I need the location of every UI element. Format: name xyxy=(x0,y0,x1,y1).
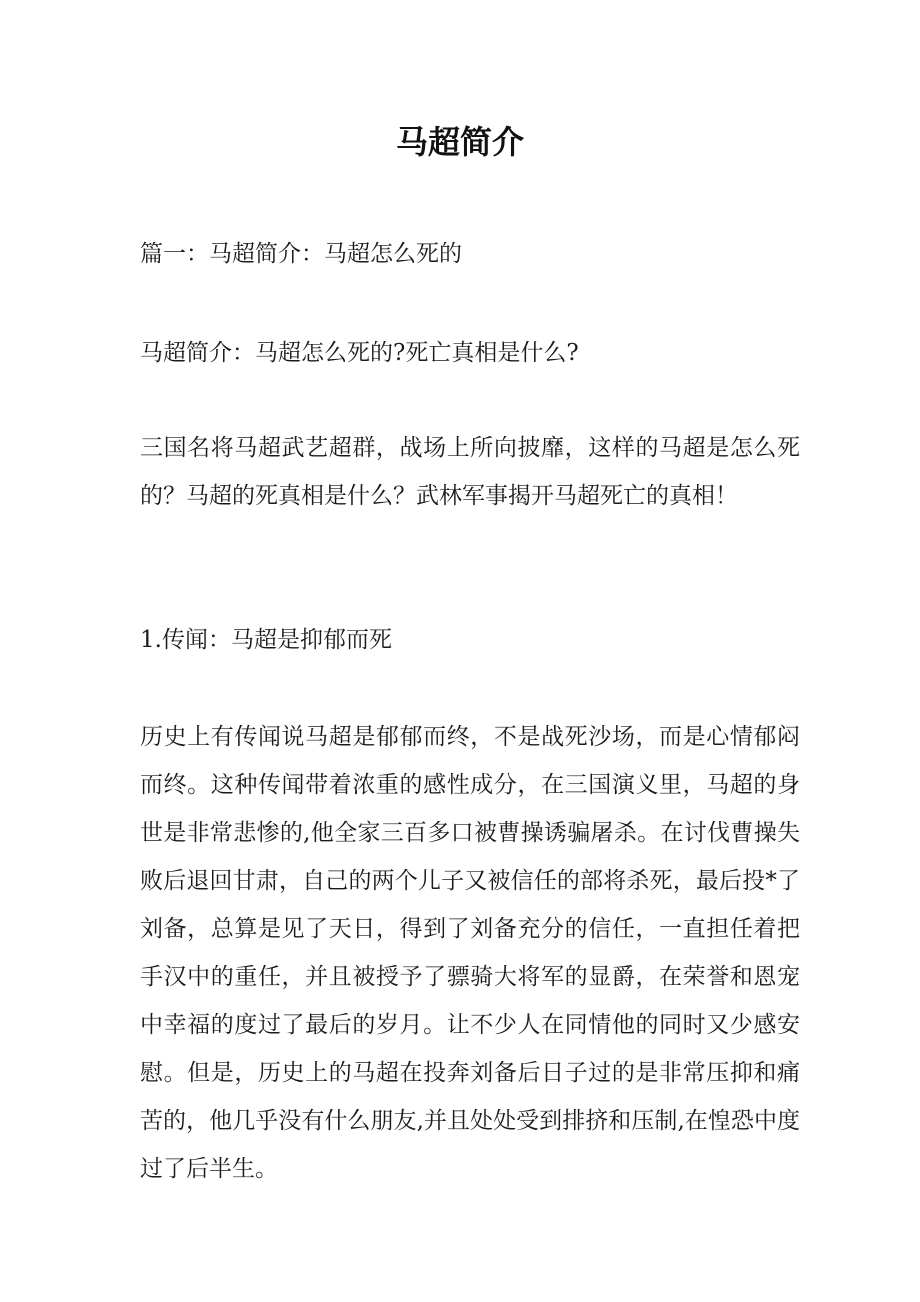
document-title: 马超简介 xyxy=(395,123,524,161)
body-paragraph: 历史上有传闻说马超是郁郁而终，不是战死沙场，而是心情郁闷而终。这种传闻带着浓重的感性成分，在三国演义里，马超的身世是非常悲惨的,他全家三百多口被曹操诱骗屠杀。在讨伐曹操失败后退回甘肃，自己的两个儿子又被信任的部将杀死，最后投*了刘备，总算是见了天日，得到了刘备充分的信任，一直担任着把手汉中的重任，并且被授予了骠骑大将军的显爵，在荣誉和恩宠中幸福的度过了最后的岁月。让不少人在同情他的同时又少感安慰。但是，历史上的马超在投奔刘备后日子过的是非常压抑和痛苦的，他几乎没有什么朋友,并且处处受到排挤和压制,在惶恐中度过了后半生。 xyxy=(140,724,800,1182)
point-heading: 1.传闻：马超是抑郁而死 xyxy=(140,627,392,653)
intro-paragraph: 三国名将马超武艺超群，战场上所向披靡，这样的马超是怎么死的？马超的死真相是什么？武林军事揭开马超死亡的真相！ xyxy=(140,435,800,509)
section-heading: 篇一：马超简介：马超怎么死的 xyxy=(140,241,462,267)
subheading: 马超简介：马超怎么死的?死亡真相是什么? xyxy=(140,340,579,366)
